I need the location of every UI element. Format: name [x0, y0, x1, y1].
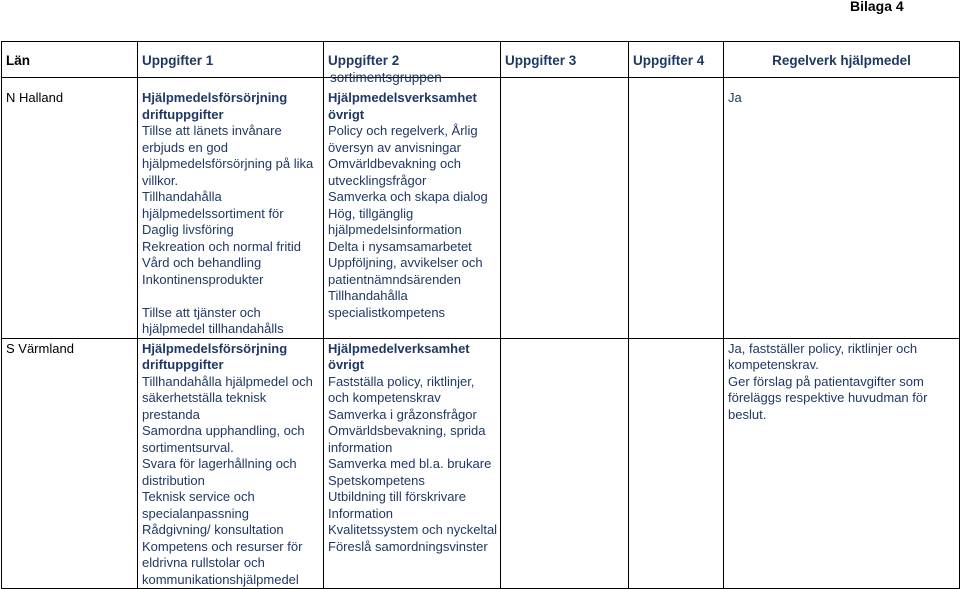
cell-line: Hjälpmedelsverksamhet — [328, 90, 477, 105]
header-regelverk: Regelverk hjälpmedel — [724, 42, 960, 78]
cell-line — [142, 288, 323, 305]
header-uppgifter-4: Uppgifter 4 — [629, 42, 724, 78]
cell-line: föreläggs respektive huvudman för — [728, 390, 928, 405]
cell-line: Fastställa policy, riktlinjer, — [328, 373, 475, 389]
cell-line: Hjälpmedelsförsörjning — [142, 340, 288, 356]
cell-line: kompetenskrav. — [728, 357, 819, 372]
cell-line: utvecklingsfrågor — [328, 172, 427, 188]
cell-line: Omvärldbevakning och — [328, 156, 461, 171]
responsibility-table — [1, 41, 960, 589]
uppgifter-3-cell — [501, 338, 629, 589]
region-cell: N Halland — [2, 78, 138, 339]
cell-line: hjälpmedelssortiment för — [142, 205, 284, 221]
cell-line: Policy och regelverk, Årlig — [328, 123, 478, 138]
cell-line: Rådgivning/ konsultation — [142, 522, 284, 537]
cell-line: Samverka med bl.a. brukare — [328, 456, 492, 471]
cell-line: Inkontinensprodukter — [142, 271, 264, 287]
cell-line: Ja, fastställer policy, riktlinjer och — [728, 340, 918, 356]
cell-line: Föreslå samordningsvinster — [328, 538, 488, 554]
cell-line: information — [328, 439, 393, 455]
cell-line: Teknisk service och — [142, 489, 255, 504]
cell-line: hjälpmedelsförsörjning på lika — [142, 156, 314, 171]
cell-line: eldrivna rullstolar och — [142, 555, 265, 570]
uppgifter-2-cell — [324, 338, 501, 589]
cell-line: Tillhandahålla — [142, 189, 222, 204]
uppgifter-2-cell — [324, 78, 501, 339]
cell-line: Svara för lagerhållning och — [142, 456, 297, 471]
regelverk-cell — [724, 78, 960, 339]
cell-line: Uppföljning, avvikelser och — [328, 255, 483, 270]
cell-line: Vård och behandling — [142, 255, 262, 270]
cell-line: driftuppgifter — [142, 106, 224, 122]
cell-line: Kompetens och resurser för — [142, 538, 303, 554]
cell-line: Tillse att tjänster och — [142, 304, 261, 320]
cell-line: översyn av anvisningar — [328, 139, 461, 155]
cell-line: Tillhandahålla hjälpmedel och — [142, 373, 313, 389]
cell-line: hjälpmedelsinformation — [328, 222, 462, 237]
table-header-row — [2, 42, 960, 78]
cell-line: säkerhetställa teknisk — [142, 390, 267, 405]
cell-line: Rekreation och normal fritid — [142, 238, 301, 254]
uppgifter-4-cell — [629, 338, 724, 589]
cell-line: patientnämndsärenden — [328, 271, 461, 287]
cell-line: Daglig livsföring — [142, 222, 234, 237]
cell-line: sortimentsurval. — [142, 439, 234, 455]
cell-line: Tillhandahålla — [328, 288, 408, 303]
cell-line: specialistkompetens — [328, 304, 446, 320]
table-row — [2, 338, 960, 589]
uppgifter-1-cell — [138, 78, 324, 339]
header-uppgifter-2: Uppgifter 2 — [324, 42, 501, 78]
cell-line: Delta i nysamsamarbetet — [328, 238, 472, 254]
cell-line: distribution — [142, 472, 205, 488]
cell-line: Omvärldsbevakning, sprida — [328, 423, 486, 438]
cell-line: beslut. — [728, 406, 767, 422]
cell-line: Hjälpmedelverksamhet — [328, 340, 470, 356]
uppgifter-4-cell — [629, 78, 724, 339]
attachment-label: Bilaga 4 — [850, 0, 904, 14]
header-lan: Län — [2, 42, 138, 78]
cell-line: Samordna upphandling, och — [142, 423, 305, 438]
header-uppgifter-3: Uppgifter 3 — [501, 42, 629, 78]
cell-line: Hjälpmedelsförsörjning — [142, 90, 288, 105]
region-cell: S Värmland — [2, 338, 138, 589]
cell-line: Samverka i gråzonsfrågor — [328, 406, 477, 422]
cell-line: Tillse att länets invånare — [142, 123, 282, 138]
cell-line: Ger förslag på patientavgifter som — [728, 373, 924, 389]
cell-line: specialanpassning — [142, 505, 249, 521]
uppgifter-3-cell — [501, 78, 629, 339]
cell-line: erbjuds en god — [142, 139, 229, 155]
cell-line: Spetskompetens — [328, 472, 425, 488]
cell-line: Kvalitetssystem och nyckeltal — [328, 522, 498, 537]
cell-line: prestanda — [142, 406, 200, 422]
cell-line: Hög, tillgänglig — [328, 205, 414, 221]
cell-line: kommunikationshjälpmedel — [142, 571, 299, 587]
header-uppgifter-1: Uppgifter 1 — [138, 42, 324, 78]
uppgifter-1-cell — [138, 338, 324, 589]
cell-line: och kompetenskrav — [328, 390, 441, 405]
cell-line: hjälpmedel tillhandahålls — [142, 321, 284, 336]
cell-line: villkor. — [142, 172, 179, 188]
cell-line: Utbildning till förskrivare — [328, 489, 466, 504]
cell-line: Ja — [728, 90, 742, 105]
cell-line: Information — [328, 505, 394, 521]
cell-line: övrigt — [328, 106, 365, 122]
regelverk-cell — [724, 338, 960, 589]
cell-line: driftuppgifter — [142, 357, 224, 372]
uppgifter-2-subheader: sortimentsgruppen — [330, 70, 442, 85]
table-row — [2, 78, 960, 339]
cell-line: Samverka och skapa dialog — [328, 189, 488, 204]
cell-line: övrigt — [328, 357, 365, 372]
